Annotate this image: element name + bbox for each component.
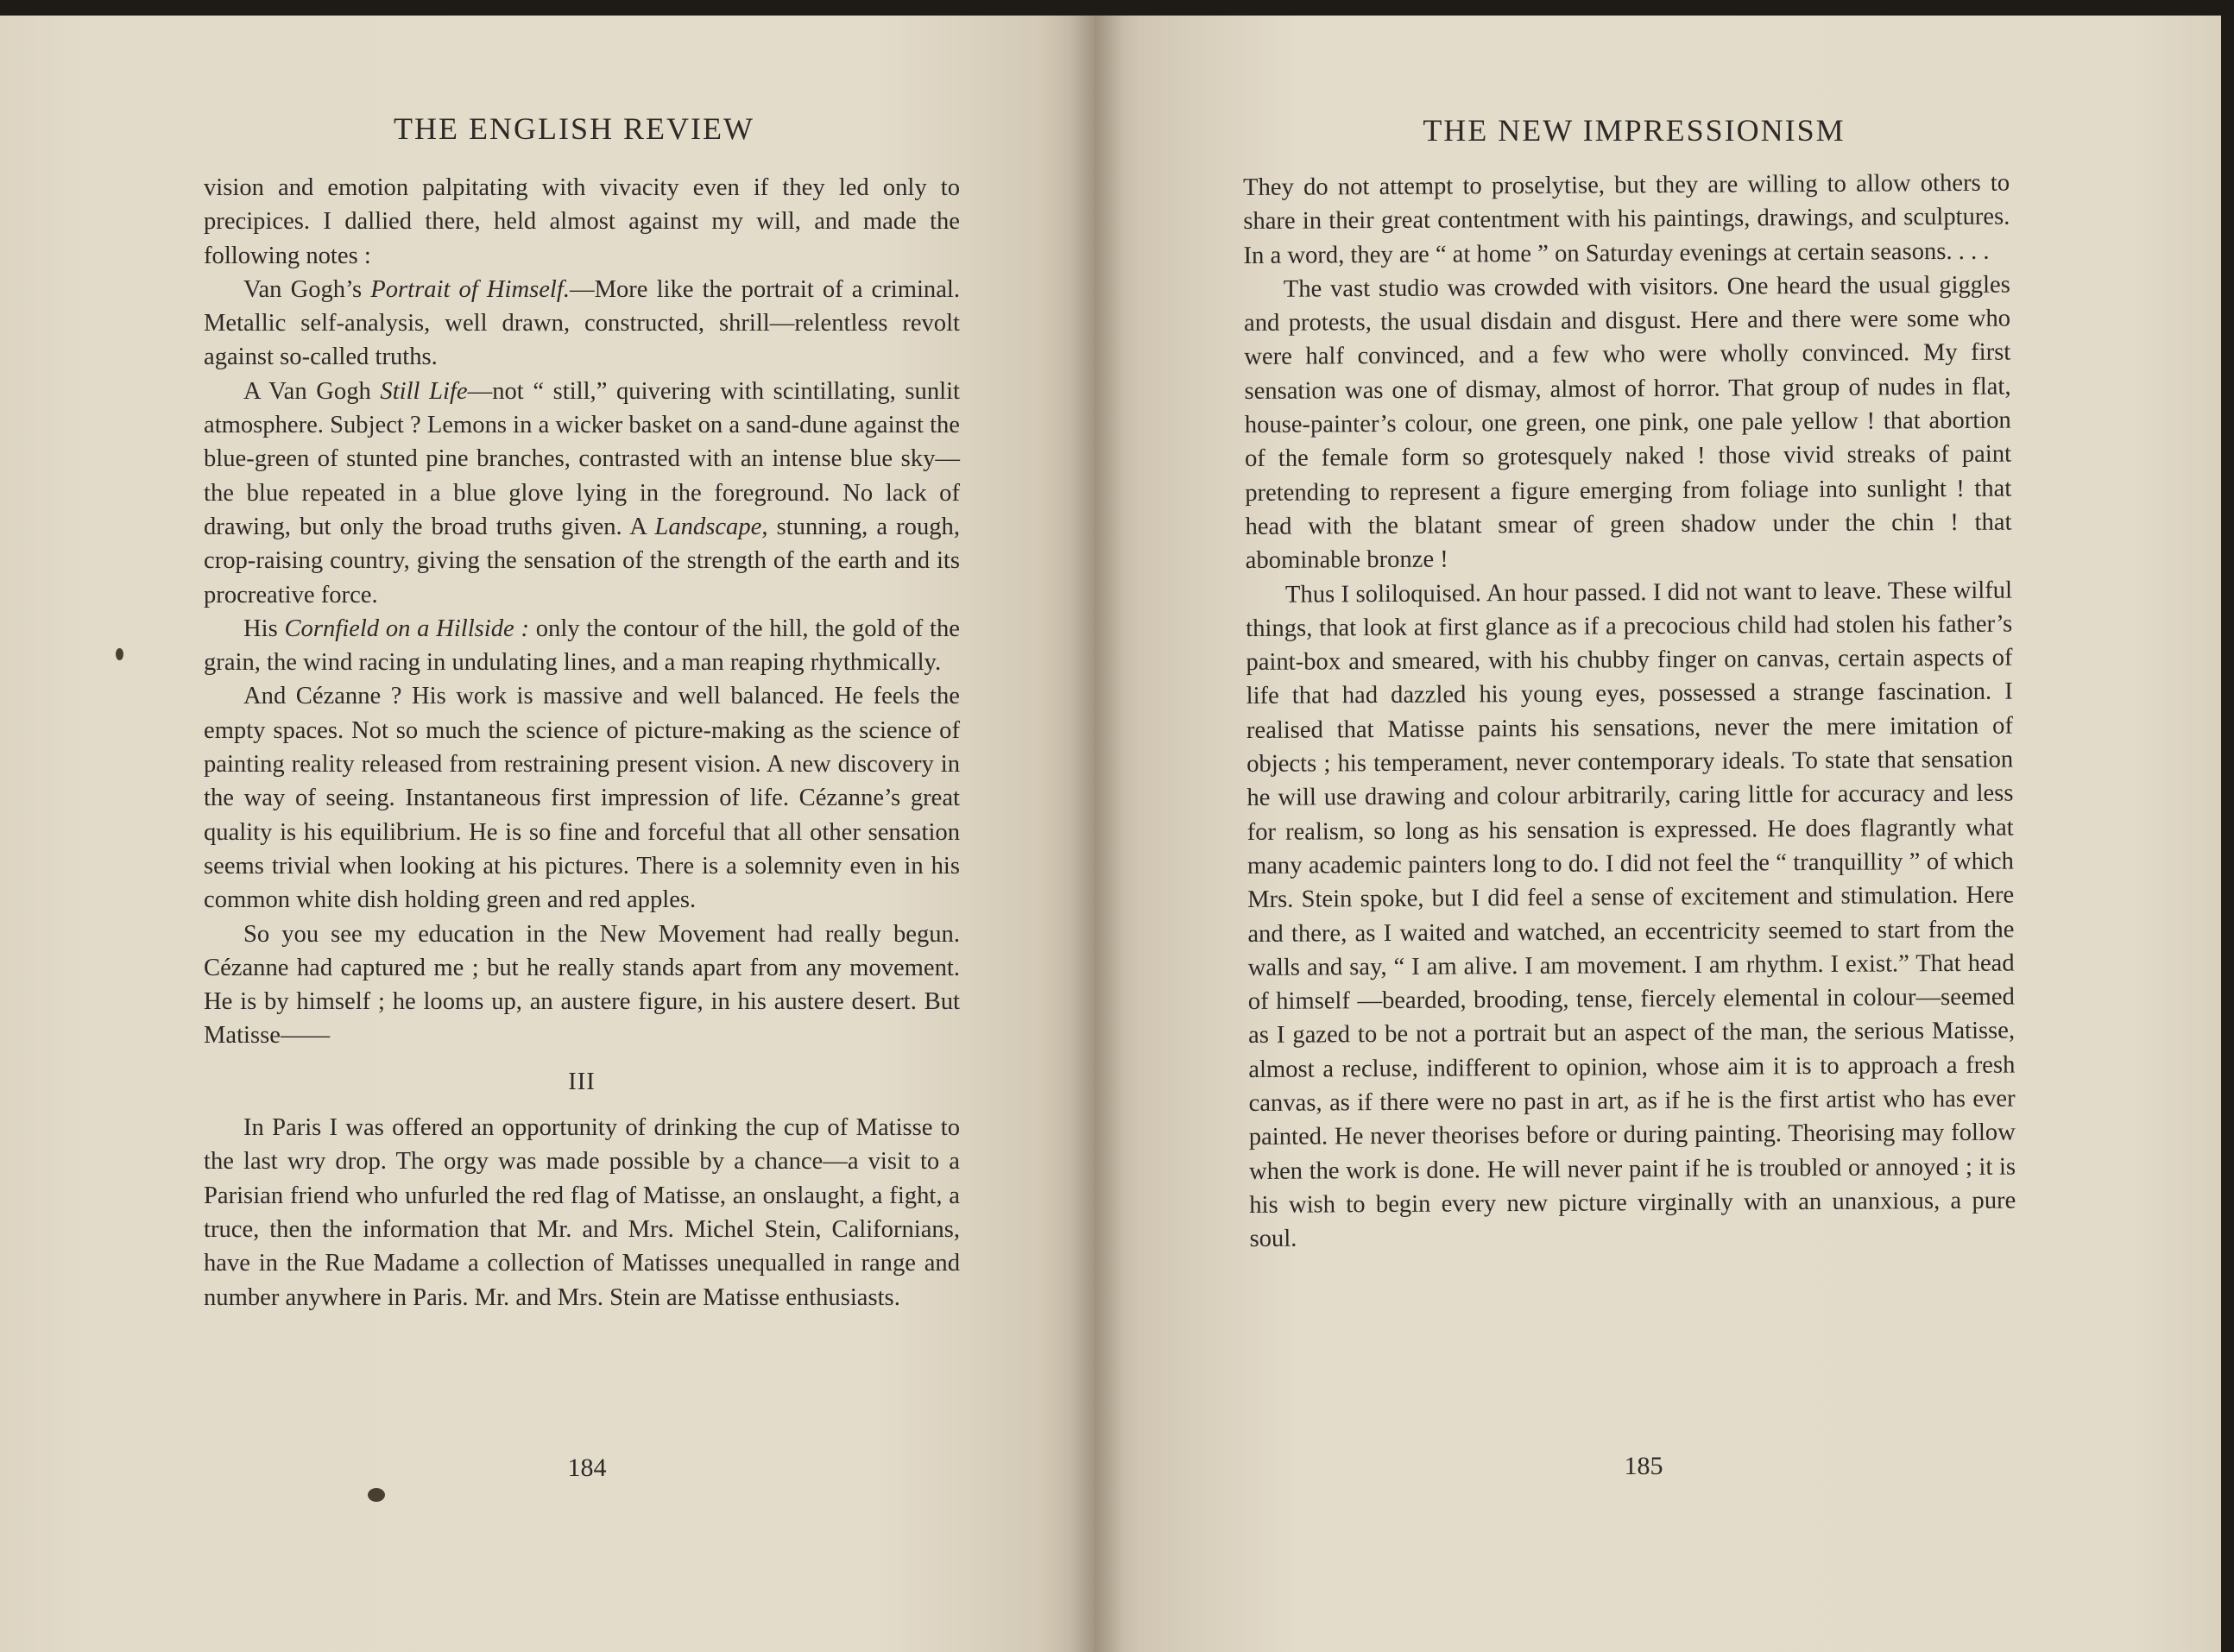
paragraph bbox=[204, 171, 960, 273]
paragraph bbox=[204, 375, 960, 612]
text-run: And Cézanne ? His work is massive and well balanced. He feels the empty spaces. Not so much the science of picture-making as the science of painting reality released from restraining present vision. A new discovery in the way of seeing. Instantaneous first impression of life. Cézanne’s great quality is his equilibrium. He is so fine and forceful that all other sensation seems trivial when looking at his pictures. There is a solemnity even in his common white dish holding green and red apples. bbox=[204, 683, 960, 914]
italic-title: Still Life bbox=[380, 377, 468, 405]
stain-spot-mark bbox=[368, 1488, 385, 1502]
right-running-head: THE NEW IMPRESSIONISM bbox=[1423, 113, 1846, 148]
text-run: —More like the portrait of a criminal. Metallic self-analysis, well drawn, constructed, shrill—relentless revolt against so-called truths. bbox=[204, 275, 960, 371]
section-number bbox=[204, 1065, 960, 1099]
left-running-head: THE ENGLISH REVIEW bbox=[394, 111, 754, 146]
italic-title: Cornfield on a Hillside : bbox=[284, 615, 529, 642]
text-run: His bbox=[243, 615, 285, 642]
paragraph bbox=[204, 1111, 960, 1315]
paragraph bbox=[204, 612, 960, 680]
left-page-number: 184 bbox=[567, 1453, 607, 1482]
italic-title: Portrait of Himself. bbox=[370, 275, 570, 303]
right-page-text bbox=[1243, 167, 2016, 1257]
right-page bbox=[1095, 16, 2221, 1652]
paragraph bbox=[204, 679, 960, 917]
ink-spot-mark bbox=[116, 648, 123, 660]
text-run: In Paris I was offered an opportunity of drinking the cup of Matisse to the last wry drop. The orgy was made possible by a chance—a visit to a Parisian friend who unfurled the red flag of Matisse, an onslaught, a fight, a truce, then the information that Mr. and Mrs. Michel Stein, Californians, have in the Rue Madame a collection of Matisses unequalled in range and number anywhere in Paris. Mr. and Mrs. Stein are Matisse enthusiasts. bbox=[204, 1114, 960, 1311]
right-page-number: 185 bbox=[1624, 1452, 1663, 1480]
text-run: vision and emotion palpitating with vivacity even if they led only to precipices. I dallied there, held almost against my will, and made the following notes : bbox=[204, 174, 960, 269]
paragraph bbox=[1243, 167, 2010, 273]
text-run: Thus I soliloquised. An hour passed. I did not want to leave. These wilful things, that look at first glance as if a precocious child had stolen his father’s paint-box and smeared, with his chubby finger on canvas, certain aspects of life that had dazzled his young eyes, possessed a strange fascination. I realised that Matisse paints his sensations, never the mere imitation of objects ; his temperament, never contemporary ideals. To state that sensation he will use drawing and colour arbitrarily, caring little for accuracy and less for realism, so long as his sensation is expressed. He does flagrantly what many academic painters long to do. I did not feel the “ tranquillity ” of which Mrs. Stein spoke, but I did feel a sense of excitement and stimulation. Here and there, as I waited and watched, an eccentricity seemed to start from the walls and say, “ I am alive. I am movement. I am rhythm. I exist.” That head of himself —bearded, brooding, tense, fiercely elemental in colour—seemed as I gazed to be not a portrait but an aspect of the man, the serious Matisse, almost a recluse, indifferent to opinion, whose aim it is to approach a fresh canvas, as if there were no past in art, as if he is the first artist who has ever painted. He never theorises before or during painting. Theorising may follow when the work is done. He will never paint if he is troubled or annoyed ; it is his wish to begin every new picture virginally with an unanxious, a pure soul. bbox=[1246, 577, 2016, 1253]
text-run: So you see my education in the New Movement had really begun. Cézanne had captured me ; but he really stands apart from any movement. He is by himself ; he looms up, an austere figure, in his austere desert. But Matisse—— bbox=[204, 920, 960, 1050]
text-run: only the contour of the hill, the gold of the grain, the wind racing in undulating lines, and a man reaping rhythmically. bbox=[204, 615, 960, 677]
text-run: III bbox=[568, 1068, 596, 1095]
text-run: A Van Gogh bbox=[243, 377, 381, 405]
text-run: —not “ still,” quivering with scintillating, sunlit atmosphere. Subject ? Lemons in a wicker basket on a sand-dune against the blue-green of stunted pine branches, contrasted with an intense blue sky—the blue repeated in a blue glove lying in the foreground. No lack of drawing, but only the broad truths given. A bbox=[204, 377, 960, 540]
text-run: stunning, a rough, crop-raising country, giving the sensation of the strength of the earth and its procreative force. bbox=[204, 513, 960, 608]
text-run: Van Gogh’s bbox=[243, 275, 371, 303]
paragraph bbox=[204, 917, 960, 1053]
paragraph bbox=[204, 273, 960, 375]
text-run: The vast studio was crowded with visitors. One heard the usual giggles and protests, the usual disdain and disgust. Here and there were some who were half convinced, and a few who were wholly convinced. My first sensation was one of dismay, almost of horror. That group of nudes in flat, house-painter’s colour, one green, one pink, one pale yellow ! that abortion of the female form so grotesquely naked ! those vivid streaks of paint pretending to represent a figure emerging from foliage into sunlight ! that head with the blatant smear of green shadow under the chin ! that abominable bronze ! bbox=[1243, 271, 2012, 575]
italic-title: Landscape, bbox=[654, 513, 768, 540]
paragraph bbox=[1244, 268, 2012, 577]
left-page-text bbox=[204, 171, 960, 1315]
paragraph bbox=[1246, 573, 2016, 1256]
text-run: They do not attempt to proselytise, but they are willing to allow others to share in their great contentment with his paintings, drawings, and sculptures. In a word, they are “ at home ” on Saturday evenings at certain seasons. . . . bbox=[1243, 169, 2010, 269]
left-page bbox=[0, 16, 1095, 1652]
